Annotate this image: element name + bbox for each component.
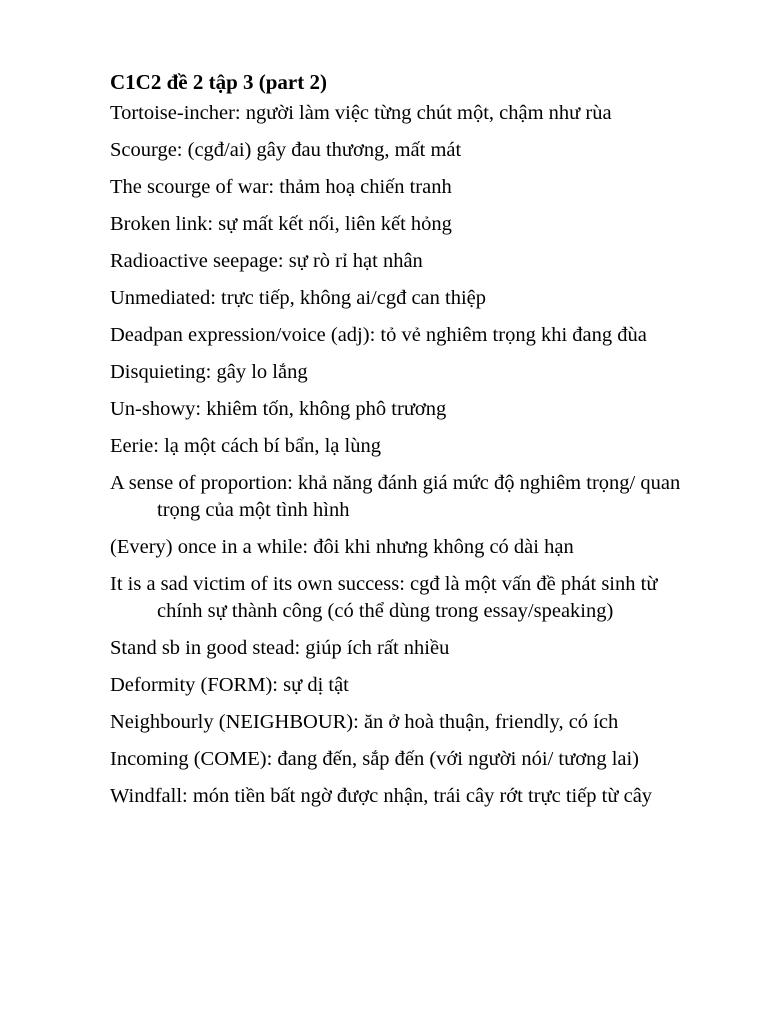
vocab-entry: Scourge: (cgđ/ai) gây đau thương, mất mát: [110, 139, 462, 161]
vocab-entry: Tortoise-incher: người làm việc từng chút một, chậm như rùa: [110, 102, 612, 124]
document-title: C1C2 đề 2 tập 3 (part 2): [110, 70, 327, 94]
vocab-entry: Disquieting: gây lo lắng: [110, 361, 308, 383]
vocab-entry: Radioactive seepage: sự rò rỉ hạt nhân: [110, 250, 423, 272]
vocab-entry: Stand sb in good stead: giúp ích rất nhiều: [110, 637, 450, 659]
vocab-entry: A sense of proportion: khả năng đánh giá mức độ nghiêm trọng/ quan trọng của một tình hình: [110, 472, 681, 521]
vocab-entry: Un-showy: khiêm tốn, không phô trương: [110, 398, 447, 420]
vocab-entry: Broken link: sự mất kết nối, liên kết hỏng: [110, 213, 452, 235]
vocab-entry: Deformity (FORM): sự dị tật: [110, 674, 349, 696]
vocab-entry: It is a sad victim of its own success: cgđ là một vấn đề phát sinh từ chính sự thành công (có thể dùng trong essay/speaking): [110, 573, 658, 622]
document-body: [110, 64, 700, 820]
vocab-entry: Neighbourly (NEIGHBOUR): ăn ở hoà thuận, friendly, có ích: [110, 711, 619, 733]
vocab-entry: Eerie: lạ một cách bí bẩn, lạ lùng: [110, 435, 381, 457]
vocab-entry: (Every) once in a while: đôi khi nhưng không có dài hạn: [110, 536, 574, 558]
vocab-entry: Unmediated: trực tiếp, không ai/cgđ can thiệp: [110, 287, 487, 309]
vocab-entry: The scourge of war: thảm hoạ chiến tranh: [110, 176, 452, 198]
vocab-entry: Windfall: món tiền bất ngờ được nhận, trái cây rớt trực tiếp từ cây: [110, 785, 653, 807]
vocab-entry: Deadpan expression/voice (adj): tỏ vẻ nghiêm trọng khi đang đùa: [110, 324, 647, 346]
vocab-entry: Incoming (COME): đang đến, sắp đến (với người nói/ tương lai): [110, 748, 640, 770]
